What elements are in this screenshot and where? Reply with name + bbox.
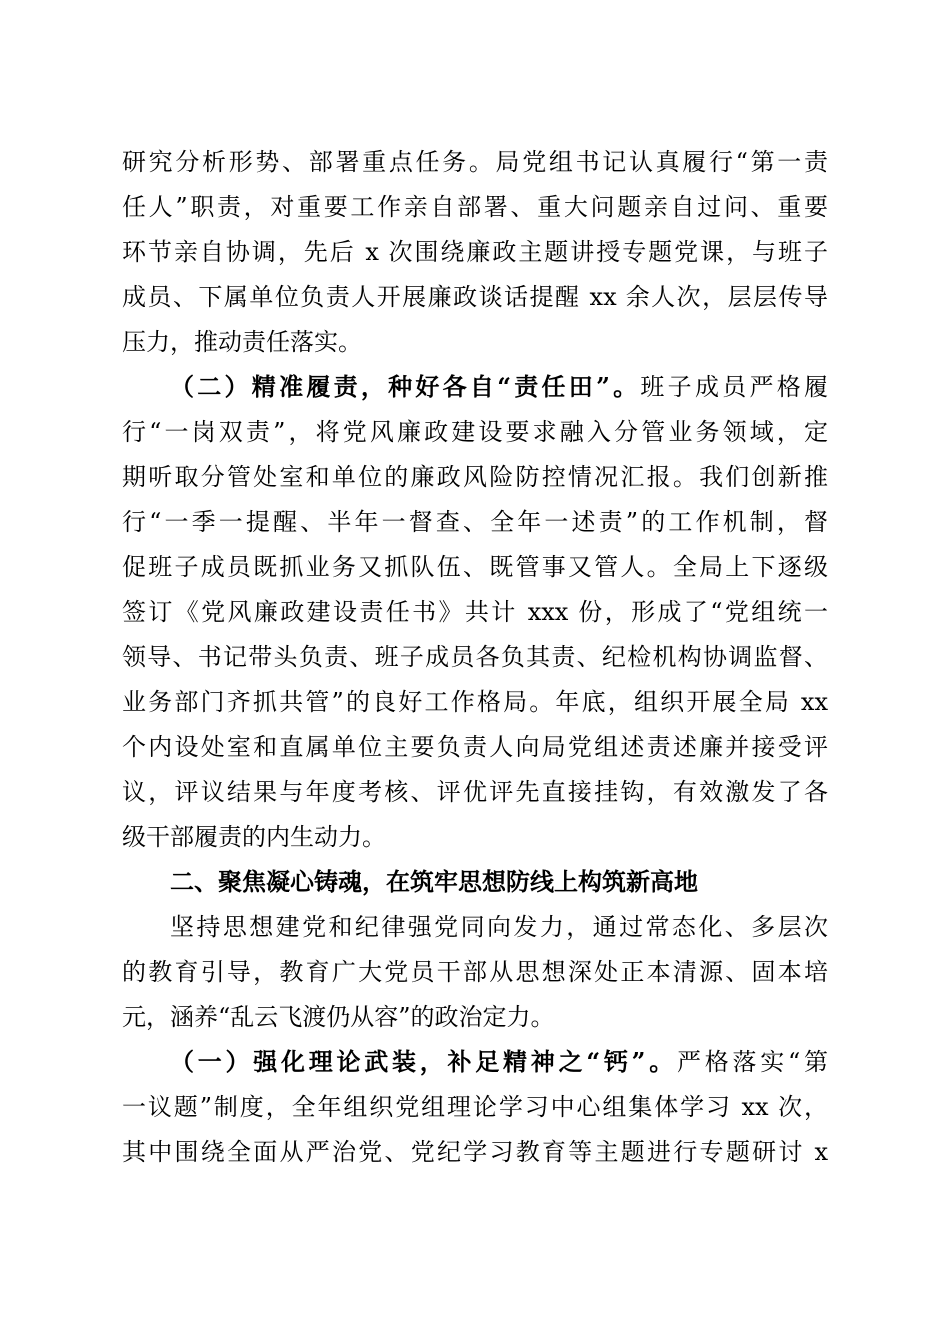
text-line: 级干部履责的内生动力。	[122, 823, 386, 851]
subsection-lead: （二）精准履责，种好各自“责任田”。	[170, 372, 641, 401]
subsection-first-line	[122, 365, 828, 409]
text-line: 个内设处室和直属单位主要负责人向局党组述责述廉并接受评	[122, 733, 828, 761]
text-line: 其中围绕全面从严治党、党纪学习教育等主题进行专题研讨 x	[122, 1138, 828, 1166]
text-line: 任人”职责，对重要工作亲自部署、重大问题亲自过问、重要	[122, 193, 828, 221]
text-line: 行“一季一提醒、半年一督查、全年一述责”的工作机制，督	[122, 508, 828, 536]
subsection-rest: 严格落实“第	[676, 1048, 828, 1076]
text-line: 压力，推动责任落实。	[122, 328, 362, 356]
text-line: 议，评议结果与年度考核、评优评先直接挂钩，有效激发了各	[122, 778, 828, 806]
text-line: 环节亲自协调，先后 x 次围绕廉政主题讲授专题党课，与班子	[122, 238, 828, 266]
text-line: 领导、书记带头负责、班子成员各负其责、纪检机构协调监督、	[122, 643, 828, 671]
text-line: 促班子成员既抓业务又抓队伍、既管事又管人。全局上下逐级	[122, 553, 828, 581]
text-line: 坚持思想建党和纪律强党同向发力，通过常态化、多层次	[170, 913, 828, 941]
subsection-lead: （一）强化理论武装，补足精神之“钙”。	[170, 1047, 677, 1076]
text-line: 行“一岗双责”，将党风廉政建设要求融入分管业务领域，定	[122, 418, 828, 446]
text-line: 元，涵养“乱云飞渡仍从容”的政治定力。	[122, 1003, 555, 1031]
subsection-first-line	[122, 1040, 828, 1084]
text-line: 业务部门齐抓共管”的良好工作格局。年底，组织开展全局 xx	[122, 688, 828, 716]
section-heading: 二、聚焦凝心铸魂，在筑牢思想防线上构筑新高地	[170, 868, 698, 896]
text-line: 期听取分管处室和单位的廉政风险防控情况汇报。我们创新推	[122, 463, 828, 491]
text-line: 研究分析形势、部署重点任务。局党组书记认真履行“第一责	[122, 148, 828, 176]
subsection-rest: 班子成员严格履	[640, 373, 829, 401]
text-line: 签订《党风廉政建设责任书》共计 xxx 份，形成了“党组统一	[122, 598, 828, 626]
text-line: 成员、下属单位负责人开展廉政谈话提醒 xx 余人次，层层传导	[122, 283, 828, 311]
text-line: 一议题”制度，全年组织党组理论学习中心组集体学习 xx 次，	[122, 1093, 828, 1121]
text-line: 的教育引导，教育广大党员干部从思想深处正本清源、固本培	[122, 958, 828, 986]
